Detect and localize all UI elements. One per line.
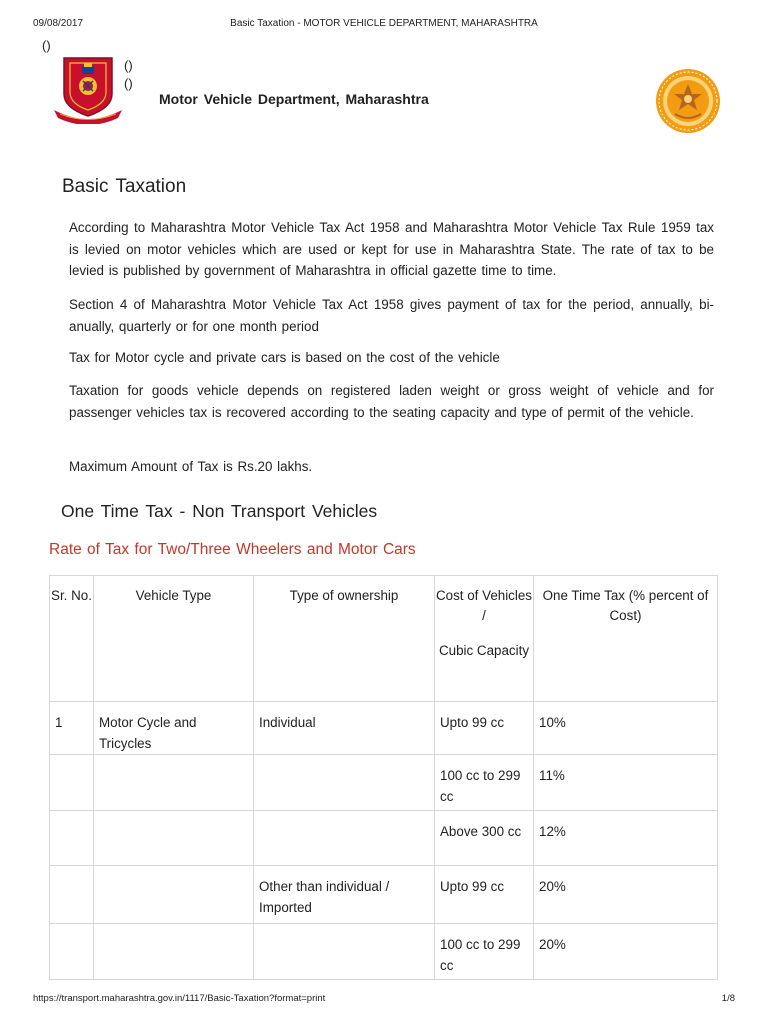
cell-vehicle-type: Motor Cycle and Tricycles bbox=[94, 702, 254, 755]
cell-tax: 20% bbox=[534, 924, 718, 980]
cell-vehicle-type bbox=[94, 866, 254, 924]
cell-sr-no bbox=[50, 924, 94, 980]
cell-ownership bbox=[254, 755, 435, 811]
cell-vehicle-type bbox=[94, 811, 254, 866]
header-cost bbox=[435, 576, 534, 702]
cell-cost: 100 cc to 299 cc bbox=[435, 755, 534, 811]
department-name: Motor Vehicle Department, Maharashtra bbox=[159, 91, 429, 107]
cell-sr-no bbox=[50, 866, 94, 924]
sub-heading: Rate of Tax for Two/Three Wheelers and Motor Cars bbox=[49, 541, 416, 558]
cell-tax: 10% bbox=[534, 702, 718, 755]
table-row bbox=[50, 702, 718, 755]
header-vehicle-type: Vehicle Type bbox=[94, 576, 254, 702]
cell-tax: 11% bbox=[534, 755, 718, 811]
tax-rate-table bbox=[49, 575, 718, 980]
placeholder-text: () bbox=[124, 58, 133, 73]
cell-vehicle-type bbox=[94, 755, 254, 811]
cell-ownership bbox=[254, 924, 435, 980]
placeholder-text: () bbox=[124, 76, 133, 91]
cell-tax: 12% bbox=[534, 811, 718, 866]
table-row bbox=[50, 924, 718, 980]
cell-vehicle-type bbox=[94, 924, 254, 980]
cell-ownership: Individual bbox=[254, 702, 435, 755]
cell-ownership bbox=[254, 811, 435, 866]
table-row bbox=[50, 866, 718, 924]
cell-cost: Upto 99 cc bbox=[435, 702, 534, 755]
table-header-row bbox=[50, 576, 718, 702]
motorcycle-car-tax-paragraph: Tax for Motor cycle and private cars is based on the cost of the vehicle bbox=[69, 350, 500, 365]
cell-cost: Upto 99 cc bbox=[435, 866, 534, 924]
cell-cost: 100 cc to 299 cc bbox=[435, 924, 534, 980]
header-sr-no: Sr. No. bbox=[50, 576, 94, 702]
goods-passenger-tax-paragraph: Taxation for goods vehicle depends on registered laden weight or gross weight of vehicle and for passenger vehicles tax is recovered according to the seating capacity and type of permit of the vehicle. bbox=[69, 383, 714, 420]
page-title: Basic Taxation bbox=[62, 176, 187, 197]
section-heading: One Time Tax - Non Transport Vehicles bbox=[61, 501, 378, 521]
print-page-title: Basic Taxation - MOTOR VEHICLE DEPARTMENT, MAHARASHTRA bbox=[230, 18, 538, 29]
table-row bbox=[50, 755, 718, 811]
page-number: 1/8 bbox=[721, 993, 735, 1004]
cell-sr-no bbox=[50, 755, 94, 811]
cell-tax: 20% bbox=[534, 866, 718, 924]
print-date: 09/08/2017 bbox=[33, 18, 84, 29]
cell-sr-no: 1 bbox=[50, 702, 94, 755]
placeholder-text: () bbox=[42, 38, 51, 53]
header-cost-line1: Cost of Vehicles / bbox=[435, 588, 533, 623]
maximum-tax-paragraph: Maximum Amount of Tax is Rs.20 lakhs. bbox=[69, 459, 313, 474]
header-one-time-tax: One Time Tax (% percent of Cost) bbox=[534, 576, 718, 702]
intro-paragraph: According to Maharashtra Motor Vehicle Tax Act 1958 and Maharashtra Motor Vehicle Tax Rule 1959 tax is levied on motor vehicles which are used or kept for use in Maharashtra State. The rate of tax to be levied is published by government of Maharashtra in official gazette time to time. bbox=[69, 220, 714, 279]
section-4-paragraph: Section 4 of Maharashtra Motor Vehicle Tax Act 1958 gives payment of tax for the period, annually, bi-anually, quarterly or for one month period bbox=[69, 297, 714, 334]
maharashtra-seal-icon bbox=[655, 68, 721, 134]
page-url: https://transport.maharashtra.gov.in/1117/Basic-Taxation?format=print bbox=[33, 993, 326, 1004]
cell-sr-no bbox=[50, 811, 94, 866]
table-row bbox=[50, 811, 718, 866]
header-ownership: Type of ownership bbox=[254, 576, 435, 702]
cell-ownership: Other than individual / Imported bbox=[254, 866, 435, 924]
cell-cost: Above 300 cc bbox=[435, 811, 534, 866]
department-emblem-icon bbox=[50, 54, 126, 124]
header-cost-line2: Cubic Capacity bbox=[438, 643, 530, 658]
